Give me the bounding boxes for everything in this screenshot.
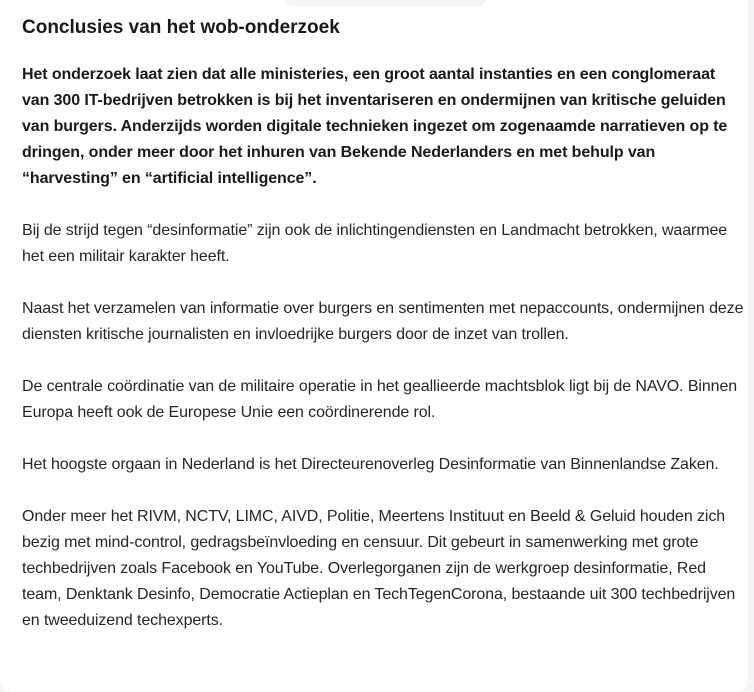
card-top-notch [284,0,488,6]
paragraph-3: De centrale coördinatie van de militaire operatie in het geallieerde machtsblok ligt bij de NAVO. Binnen Europa heeft ook de Europese Unie een coördinerende rol. [22,378,738,421]
paragraph-1: Bij de strijd tegen “desinformatie” zijn ook de inlichtingendiensten en Landmacht betrokken, waarmee het een militair karakter heeft. [22,222,728,265]
paragraph-4: Het hoogste orgaan in Nederland is het Directeurenoverleg Desinformatie van Binnenlandse Zaken. [22,456,719,473]
paragraph-2: Naast het verzamelen van informatie over burgers en sentimenten met nepaccounts, ondermijnen deze diensten kritische journalisten en invloedrijke burgers door de inzet van trollen. [22,300,744,343]
article-body [22,14,744,634]
article-heading: Conclusies van het wob-onderzoek [22,17,340,38]
lead-paragraph: Het onderzoek laat zien dat alle ministeries, een groot aantal instanties en een conglomeraat van 300 IT-bedrijven betrokken is bij het inventariseren en ondermijnen van kritische geluiden van burgers. Anderzijds worden digitale technieken ingezet om zogenaamde narratieven op te dringen, onder meer door het inhuren van Bekende Nederlanders en met behulp van “harvesting” en “artificial intelligence”. [22,66,728,187]
paragraph-5: Onder meer het RIVM, NCTV, LIMC, AIVD, Politie, Meertens Instituut en Beeld & Geluid houden zich bezig met mind-control, gedragsbeïnvloeding en censuur. Dit gebeurt in samenwerking met grote techbedrijven zoals Facebook en YouTube. Overlegorganen zijn de werkgroep desinformatie, Red team, Denktank Desinfo, Democratie Actieplan en TechTegenCorona, bestaande uit 300 techbedrijven en tweeduizend techexperts. [22,508,736,629]
